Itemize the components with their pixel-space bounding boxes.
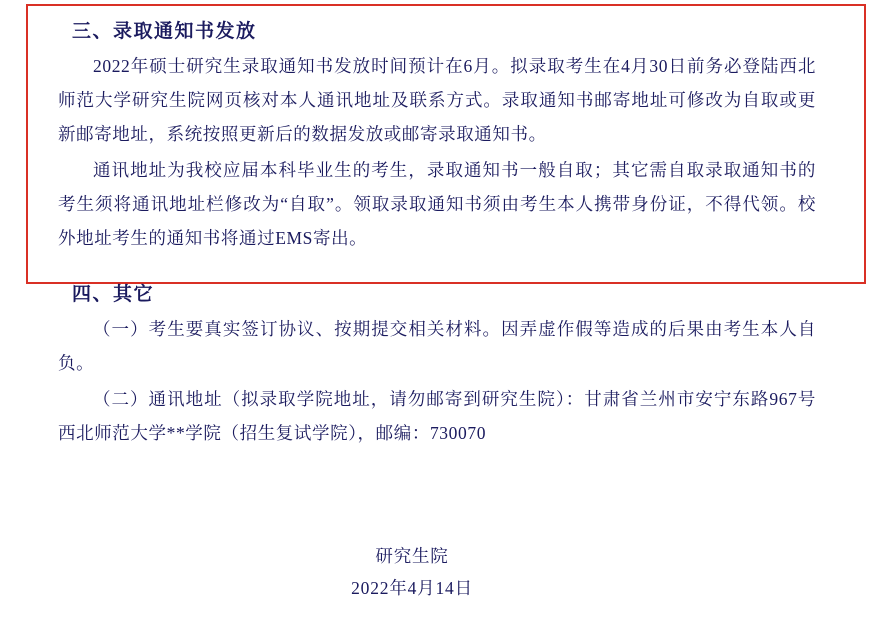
section-notification-issuance xyxy=(58,10,816,255)
section-heading-4: 四、其它 xyxy=(72,284,155,305)
signature-block xyxy=(0,540,874,604)
section-heading-3: 三、录取通知书发放 xyxy=(72,21,257,42)
section-4-paragraph-1: （一）考生要真实签订协议、按期提交相关材料。因弄虚作假等造成的后果由考生本人自负。 xyxy=(58,319,816,373)
signature-date: 2022年4月14日 xyxy=(351,578,473,598)
signature-org: 研究生院 xyxy=(375,546,449,566)
section-3-paragraph-1: 2022年硕士研究生录取通知书发放时间预计在6月。拟录取考生在4月30日前务必登陆西北师范大学研究生院网页核对本人通讯地址及联系方式。录取通知书邮寄地址可修改为自取或更新邮寄地址，系统按照更新后的数据发放或邮寄录取通知书。 xyxy=(58,56,816,144)
section-3-paragraph-2: 通讯地址为我校应届本科毕业生的考生，录取通知书一般自取；其它需自取录取通知书的考生须将通讯地址栏修改为“自取”。领取录取通知书须由考生本人携带身份证，不得代领。校外地址考生的通知书将通过EMS寄出。 xyxy=(58,160,816,248)
section-other xyxy=(58,255,816,450)
section-4-paragraph-2: （二）通讯地址（拟录取学院地址，请勿邮寄到研究生院）：甘肃省兰州市安宁东路967号西北师范大学**学院（招生复试学院），邮编：730070 xyxy=(58,389,816,443)
